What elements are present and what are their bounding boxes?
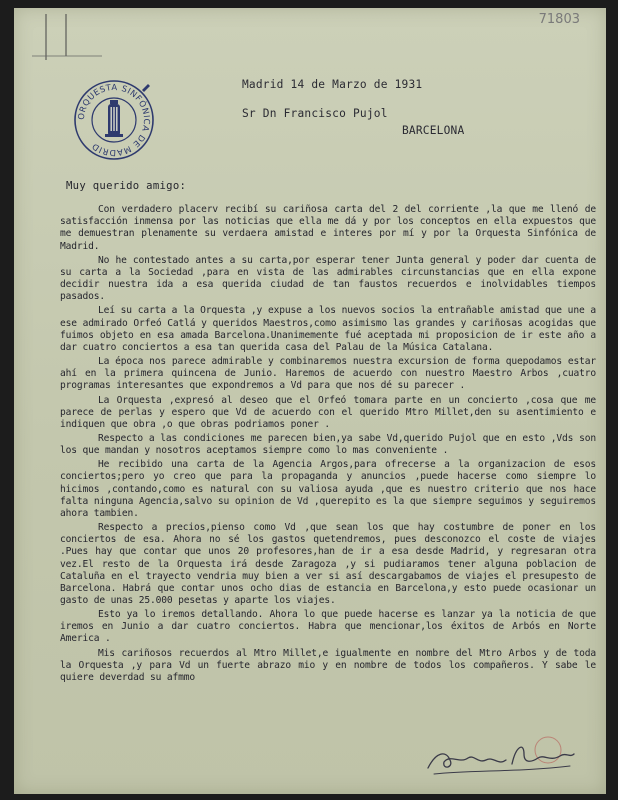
paragraph: Respecto a precios,pienso como Vd ,que sean los que hay costumbre de poner en los conciertos de esa. Ahora no sé los gastos quetendremos, pues desconozco el coste de viajes .Pues hay que contar que unos 20 profesores,han de ir a esa desde Madrid, y regresaran otra vez.El resto de la Orquesta irá desde Zaragoza ,y si pudiaramos tener alguna poblacion de Cataluña en el trayecto vendria muy bien a ver si así descargabamos de viajes el presupesto de Barcelona. Habrá que contar unos ocho dias de estancia en Barcelona,y esto puede ocasionar un gasto de unas 25.000 pesetas y aparte los viajes. bbox=[60, 522, 596, 606]
paragraph: Mis cariñosos recuerdos al Mtro Millet,e igualmente en nombre del Mtro Arbos y de toda la Orquesta ,y para Vd un fuerte abrazo mio y en nombre de todos los compañeros. Y sabe le quiere deverdad su afmmo bbox=[60, 647, 596, 683]
recipient-name: Sr Dn Francisco Pujol bbox=[242, 107, 388, 120]
letter-body bbox=[60, 180, 596, 686]
paragraph: No he contestado antes a su carta,por esperar tener Junta general y poder dar cuenta de su carta a la Sociedad ,para en vista de las admirables circunstancias que en ella expone decidir nuestra ida a esa querida ciudad de tan faustos recuerdos e inolvidables tiempos pasados. bbox=[60, 254, 596, 303]
pencil-corner-marks bbox=[26, 12, 106, 64]
paragraph: Respecto a las condiciones me parecen bien,ya sabe Vd,querido Pujol que en esto ,Vds son los que mandan y nosotros aceptamos siempre como lo mas conveniente . bbox=[60, 432, 596, 457]
paragraph: Esto ya lo iremos detallando. Ahora lo que puede hacerse es lanzar ya la noticia de que iremos en Junio a dar cuatro conciertos. Habra que mencionar,los éxitos de Arbós en Norte America . bbox=[60, 609, 596, 645]
paragraph: Leí su carta a la Orquesta ,y expuse a los nuevos socios la entrañable amistad que une a ese admirado Orfeó Catlá y queridos Maestros,como asimismo las grandes y cariñosas acogidas que fuimos objeto en esa amada Barcelona.Unanimemente fué aceptada mi proposicion de ir este año a dar cuatro conciertos a esa tan querida casa del Palau de la Música Catalana. bbox=[60, 305, 596, 353]
paragraph: La Orquesta ,expresó al deseo que el Orfeó tomara parte en un concierto ,cosa que me parece de perlas y espero que Vd de acuerdo con el querido Mtro Millet,den su asentimiento e indiquen que obra ,o que obras podriamos poner . bbox=[60, 394, 596, 430]
archive-ref-number: 71803 bbox=[538, 12, 580, 27]
red-stamp-mark bbox=[535, 737, 561, 763]
paragraph: Con verdadero placerv recibí su cariñosa carta del 2 del corriente ,la que me llenó de satisfacción inmensa por las noticias que ella me dá y por los conceptos en ella expuestos que me demuestran plenamente su verdaera amistad e interes por mí y por la Orquesta Sinfónica de Madrid. bbox=[60, 204, 596, 252]
letter-date: Madrid 14 de Marzo de 1931 bbox=[242, 78, 423, 91]
recipient-city: BARCELONA bbox=[402, 124, 465, 137]
paragraph: La época nos parece admirable y combinaremos nuestra excursion de forma quepodamos estar ahí en la primera quincena de Junio. Haremos de acuerdo con nuestro Maestro Arbos ,cuatro programas interesantes que expondremos a Vd para que nos dé su parecer . bbox=[60, 356, 596, 392]
orchestra-seal-stamp bbox=[72, 78, 156, 162]
salutation: Muy querido amigo: bbox=[66, 180, 187, 192]
seal-text: ORQUESTA SINFÓNICA DE MADRID bbox=[75, 81, 153, 159]
letter-sheet bbox=[14, 8, 606, 794]
paragraph: He recibido una carta de la Agencia Argos,para ofrecerse a la organizacion de esos conciertos;pero yo creo que para la propaganda y anuncios ,puede hacerse como siempre lo hicimos ,contando,como es natural con su valiosa ayuda ,que es nuestro criterio que nos hace falta ninguna Agencia,salvo su opinion de Vd ,querepito es la que siempre seguimos y seguiremos ahora tambien. bbox=[60, 459, 596, 519]
handwritten-signature bbox=[420, 734, 580, 778]
